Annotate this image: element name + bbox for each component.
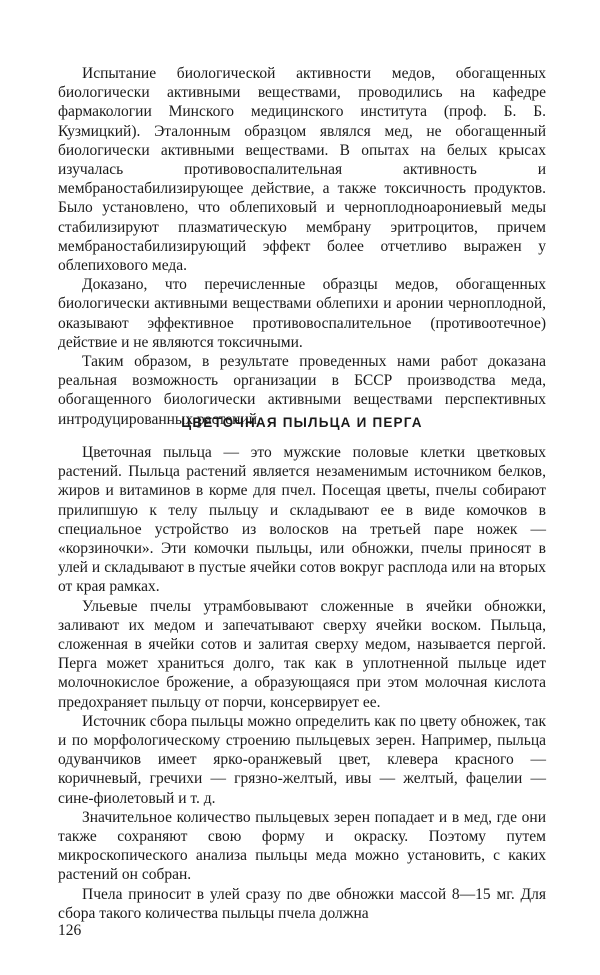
section-title: ЦВЕТОЧНАЯ ПЫЛЬЦА И ПЕРГА [181,415,423,430]
paragraph: Источник сбора пыльцы можно определить как по цвету обножек, так и по морфологическому строению пыльцевых зерен. Например, пыльца одуванчиков имеет ярко-оранжевый цвет, клевера красного — коричневый, гречихи — грязно-желтый, ивы — желтый, фацелии — сине-фиолетовый и т. д. [58,712,546,807]
paragraph: Доказано, что перечисленные образцы медов, обогащенных биологически активными веществами облепихи и аронии черноплодной, оказывают эффективное противовоспалительное (противоотечное) действие и не являются токсичными. [58,276,546,351]
paragraph: Цветочная пыльца — это мужские половые клетки цветковых растений. Пыльца растений является незаменимым источником белков, жиров и витаминов в корме для пчел. Посещая цветы, пчелы собирают прилипшую к телу пыльцу и складывают ее в виде комочков в специальное устройство из волосков на третьей паре ножек — «корзиночки». Эти комочки пыльцы, или обножки, пчелы приносят в улей и складывают в пустые ячейки сотов вокруг расплода или на вторых от края рамках. [58,444,546,596]
paragraph: Пчела приносит в улей сразу по две обножки массой 8—15 мг. Для сбора такого количества пыльцы пчела должна [58,885,546,922]
paragraph: Ульевые пчелы утрамбовывают сложенные в ячейки обножки, заливают их медом и запечатывают сверху ячейки воском. Пыльца, сложенная в ячейки сотов и залитая сверху медом, называется пергой. Перга может храниться долго, так как в уплотненной пыльце идет молочнокислое брожение, а образующаяся при этом молочная кислота предохраняет пыльцу от порчи, консервирует ее. [58,597,546,711]
page-number: 126 [58,922,82,939]
text-block-top [58,64,546,429]
paragraph: Испытание биологической активности медов, обогащенных биологически активными веществами, проводились на кафедре фармакологии Минского медицинского института (проф. Б. Б. Кузмицкий). Эталонным образцом являлся мед, не обогащенный биологически активными веществами. В опытах на белых крысах изучалась противовоспалительная активность и мембраностабилизирующее действие, а также токсичность продуктов. Было установлено, что облепиховый и черноплодноарониевый меды стабилизируют плазматическую мембрану эритроцитов, причем мембраностабилизирующий эффект более отчетливо выражен у облепихового меда. [58,65,546,275]
paragraph: Значительное количество пыльцевых зерен попадает и в мед, где они также сохраняют свою форму и окраску. Поэтому путем микроскопического анализа пыльцы меда можно установить, с каких растений он собран. [58,808,546,884]
paragraph: Таким образом, в результате проведенных нами работ доказана реальная возможность организации в БССР производства меда, обогащенного биологически активными веществами перспективных интродуцированных растений. [58,353,546,428]
text-block-bottom [58,443,546,923]
